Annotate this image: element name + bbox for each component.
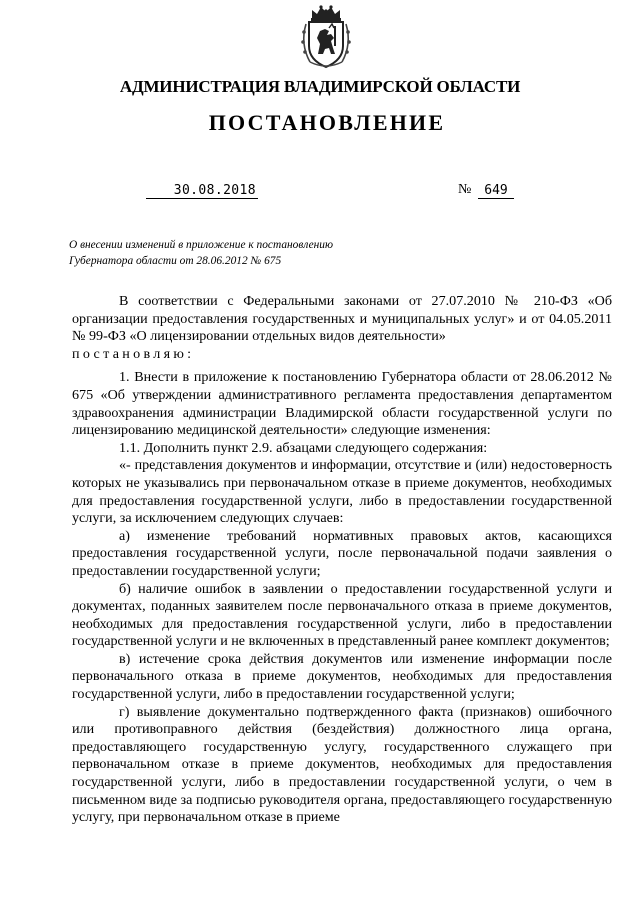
coat-of-arms-icon [298,4,354,70]
subject-line: Губернатора области от 28.06.2012 № 675 [69,254,282,267]
document-subject [69,238,429,269]
decree-word: постановляю: [72,345,195,362]
item-1-1-paragraph: 1.1. Дополнить пункт 2.9. абзацами следующего содержания: [119,439,488,456]
case-a-paragraph: а) изменение требований нормативных правовых актов, касающихся предоставления государственной услуги, после первоначальной подачи заявления о предоставлении государственной услуги; [72,527,612,579]
case-g-paragraph: г) выявление документально подтвержденного факта (признаков) ошибочного или противоправного действия (бездействия) должностного лица органа, предоставляющего государственную услугу, государственного служащего при первоначальном отказе в приеме документов, необходимых для предоставления государственной услуги, либо в предоставлении государственной услуги, о чем в письменном виде за подписью руководителя органа, предоставляющего государственную услугу, при первоначальном отказе в приеме [72,703,612,826]
number-sign: № [458,182,472,197]
number-field [478,183,514,199]
quote-intro-paragraph: «- представления документов и информации, отсутствие и (или) недостоверность которых не указывались при первоначальном отказе в приеме документов, необходимых для предоставления государственной услуги, либо в предоставлении государственной услуги, за исключением следующих случаев: [72,457,612,527]
date-field [146,183,258,199]
case-v-paragraph: в) истечение срока действия документов или изменение информации после первоначального отказа в приеме документов, необходимых для предоставления государственной услуги, либо в предоставлении государственной услуги; [72,650,612,703]
subject-line: О внесении изменений в приложение к постановлению [69,239,334,251]
document-type-title: ПОСТАНОВЛЕНИЕ [208,110,446,135]
document-number: 649 [484,183,508,198]
document-body [72,293,612,827]
item-1-paragraph: 1. Внести в приложение к постановлению Губернатора области от 28.06.2012 № 675 «Об утверждении административного регламента предоставления департаментом здравоохранения администрации Владимирской области государственной услуги по лицензированию медицинской деятельности» следующие изменения: [72,369,612,439]
preamble-paragraph: В соответствии с Федеральными законами от 27.07.2010 № 210-ФЗ «Об организации предоставления государственных и муниципальных услуг» и от 04.05.2011 № 99-ФЗ «О лицензировании отдельных видов деятельности» [72,293,612,345]
organization-title: АДМИНИСТРАЦИЯ ВЛАДИМИРСКОЙ ОБЛАСТИ [119,77,521,96]
case-b-paragraph: б) наличие ошибок в заявлении о предоставлении государственной услуги и документах, поданных заявителем после первоначального отказа в приеме документов, необходимых для предоставления государственной услуги, либо в предоставлении государственной услуги и не включенных в представленный ранее комплект документов; [72,580,612,650]
document-date: 30.08.2018 [173,183,256,198]
